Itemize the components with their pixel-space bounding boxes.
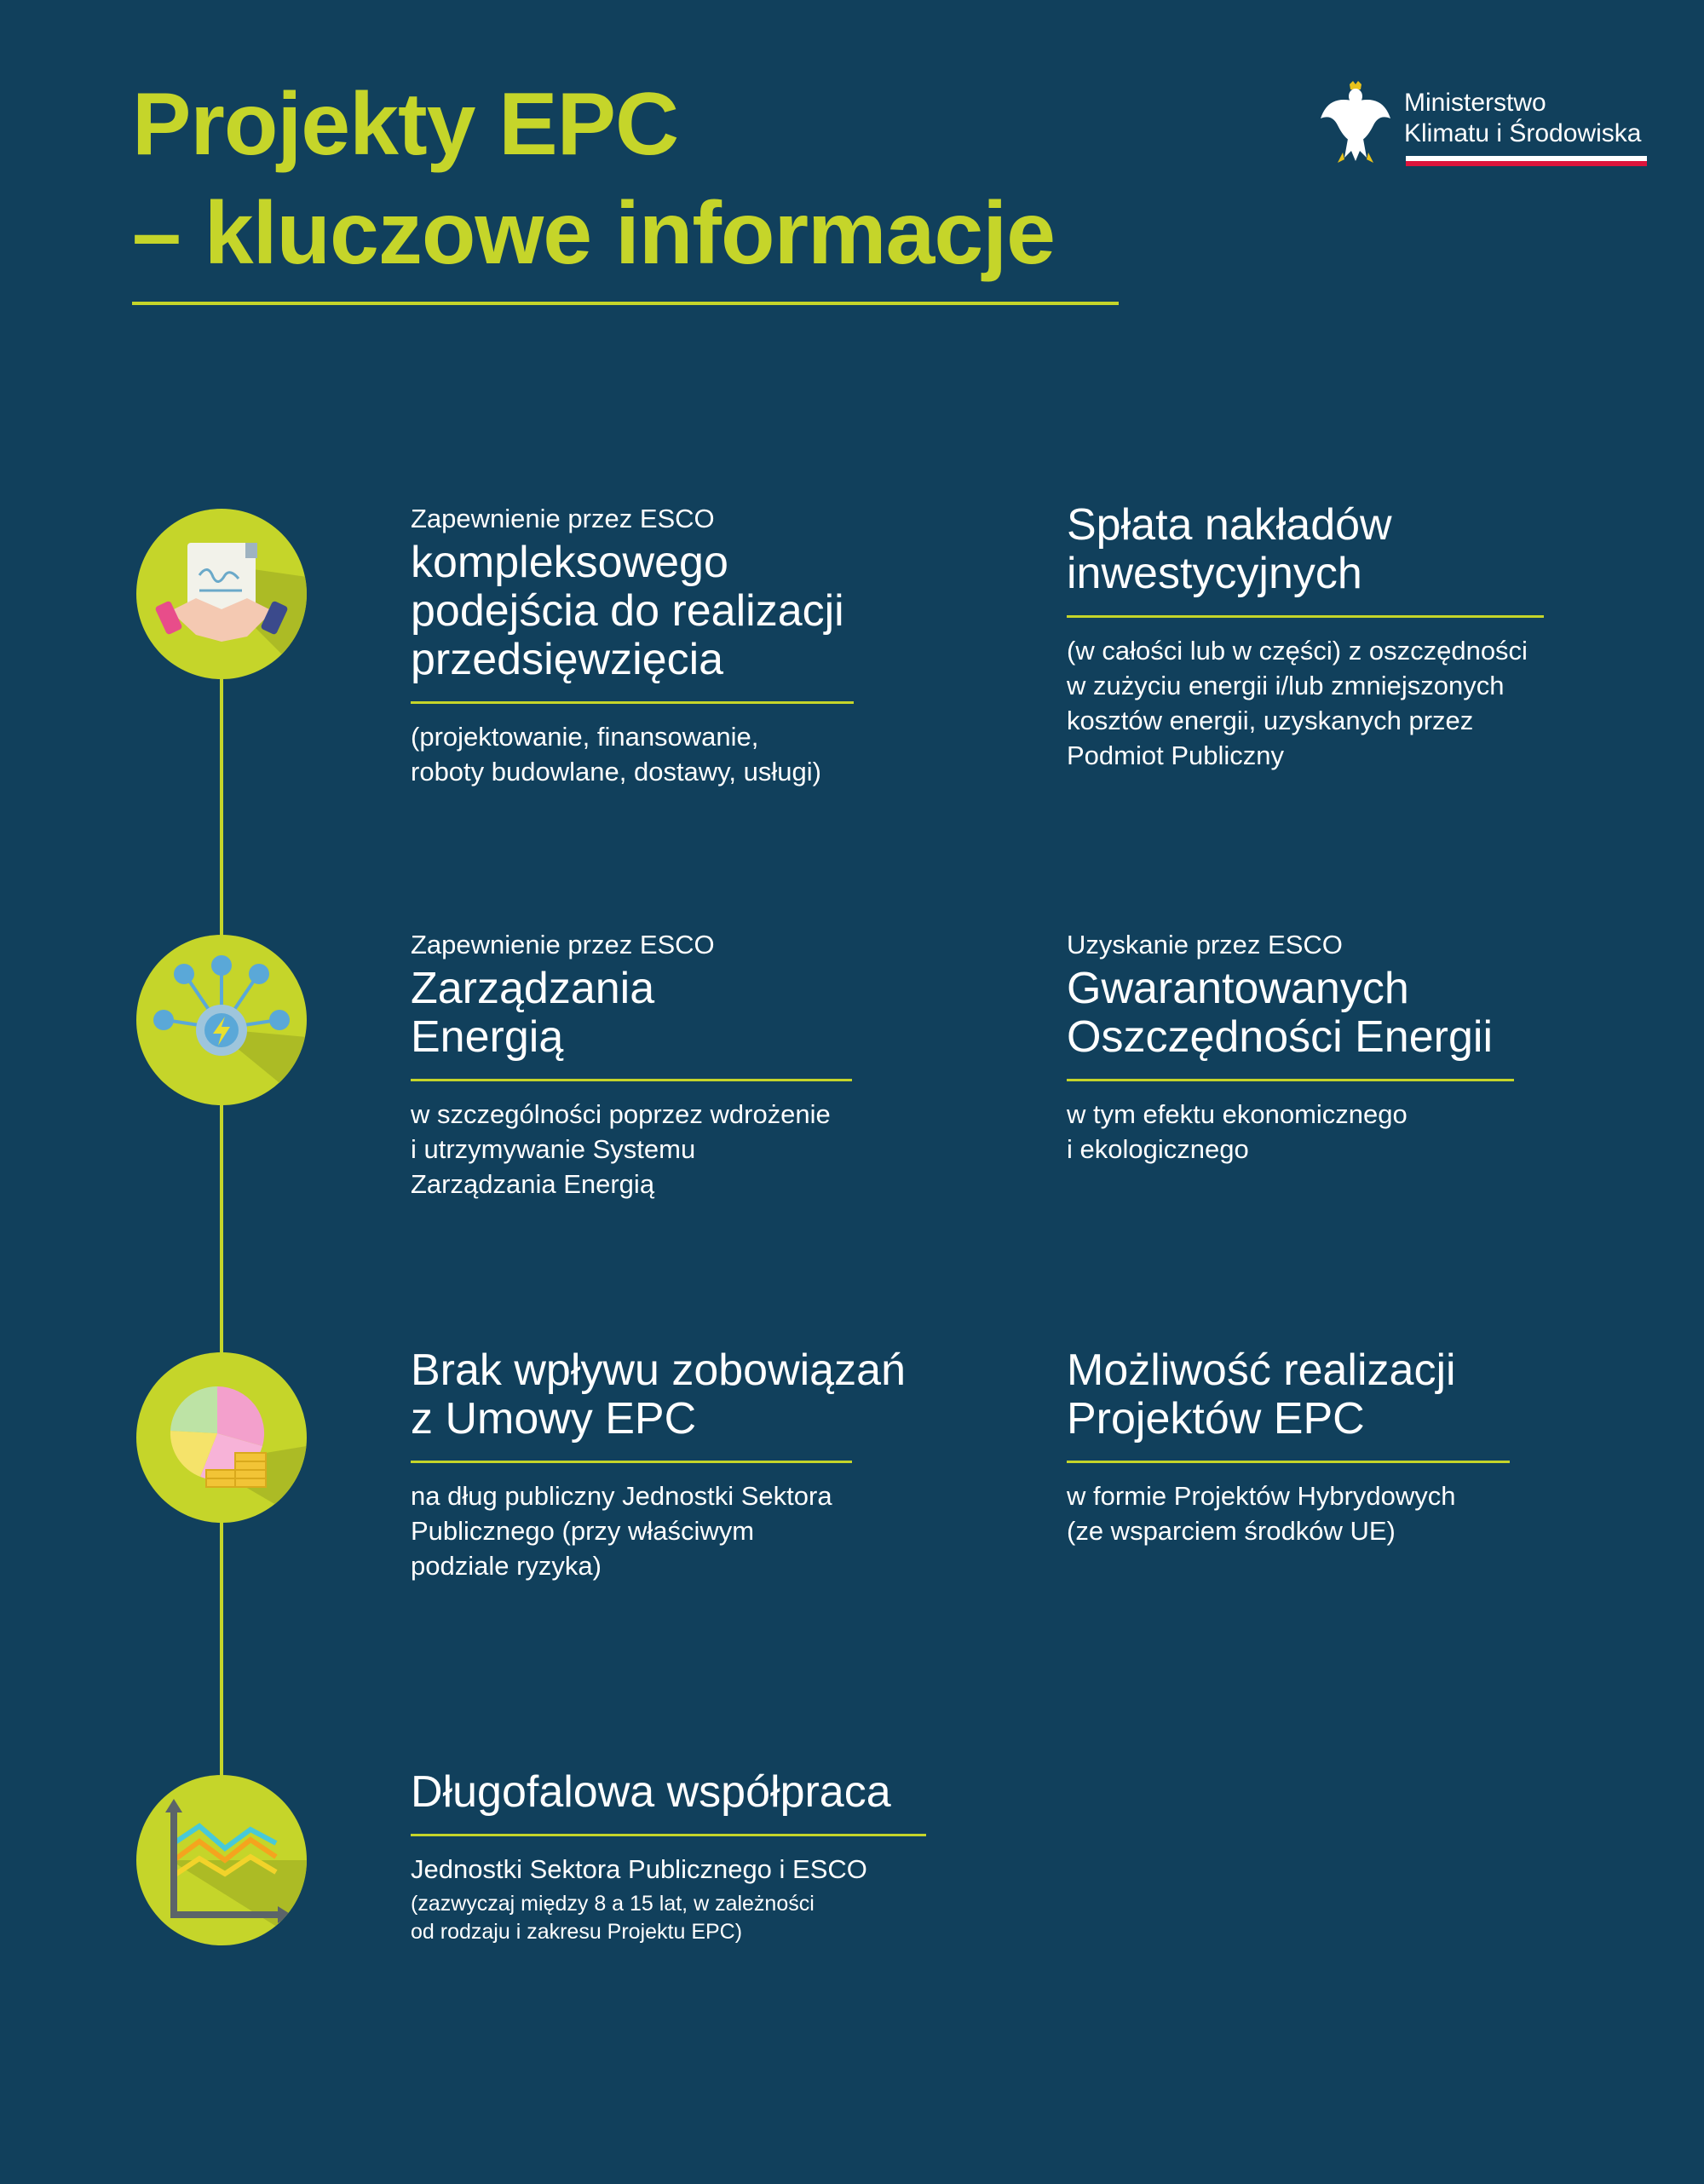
item-description-line-1: w formie Projektów Hybrydowych (1067, 1481, 1456, 1511)
ministry-name-line-2: Klimatu i Środowiska (1404, 119, 1642, 147)
item-divider (411, 1079, 852, 1081)
item-description (1067, 1478, 1510, 1548)
item-heading-line-1: Brak wpływu zobowiązań (411, 1346, 906, 1395)
item-description (411, 1097, 852, 1201)
item-description-line-1: (projektowanie, finansowanie, (411, 722, 759, 752)
item-divider (411, 1834, 926, 1836)
item-divider (1067, 1079, 1514, 1081)
item-pre-label: Uzyskanie przez ESCO (1067, 930, 1343, 959)
item-heading-line-1: Możliwość realizacji (1067, 1346, 1456, 1395)
polish-eagle-icon (1319, 81, 1392, 166)
item-heading (1067, 965, 1514, 1062)
item-heading (411, 965, 852, 1062)
item-description-line-2: i ekologicznego (1067, 1134, 1249, 1164)
title-divider (132, 302, 1119, 305)
timeline-line (220, 596, 223, 1875)
item-description (1067, 633, 1544, 773)
item-heading-line-2: z Umowy EPC (411, 1394, 697, 1444)
item-description-line-1: (w całości lub w części) z oszczędności (1067, 636, 1528, 666)
ministry-name-line-1: Ministerstwo (1404, 89, 1546, 117)
item-description (1067, 1097, 1514, 1167)
item-description-line-2: roboty budowlane, dostawy, usługi) (411, 757, 821, 787)
item-description-line-3: podziale ryzyka) (411, 1551, 602, 1581)
item-divider (1067, 615, 1544, 618)
item-heading (411, 1768, 926, 1817)
ministry-logo (1319, 81, 1647, 175)
item-divider (411, 1461, 852, 1463)
item-hybrid-projects (1067, 1346, 1510, 1548)
page-title-line-2: – kluczowe informacje (132, 184, 1055, 283)
item-description (411, 1478, 906, 1583)
item-pre-label: Zapewnienie przez ESCO (411, 930, 715, 959)
item-description-line-2: i utrzymywanie Systemu (411, 1134, 696, 1164)
item-description-line-3: kosztów energii, uzyskanych przez (1067, 706, 1474, 735)
page-title (132, 70, 1055, 288)
pie-chart-coins-icon (136, 1352, 307, 1523)
item-heading-line-1: kompleksowego (411, 538, 728, 587)
item-description-line-4: Podmiot Publiczny (1067, 740, 1285, 770)
item-description-line-2: Publicznego (przy właściwym (411, 1516, 755, 1546)
item-heading-line-1: Spłata nakładów (1067, 500, 1392, 550)
item-heading-line-1: Długofalowa współpraca (411, 1767, 891, 1817)
item-heading (411, 1346, 906, 1444)
item-public-debt (411, 1346, 906, 1583)
item-pre-label: Zapewnienie przez ESCO (411, 504, 715, 533)
item-description-line-2: (ze wsparciem środków UE) (1067, 1516, 1396, 1546)
item-description-line-1: Jednostki Sektora Publicznego i ESCO (411, 1854, 867, 1884)
item-heading-line-2: Projektów EPC (1067, 1394, 1365, 1444)
item-divider (411, 701, 854, 704)
item-heading (1067, 1346, 1510, 1444)
page-title-line-1: Projekty EPC (132, 75, 679, 174)
item-description-note-line-2: od rodzaju i zakresu Projektu EPC) (411, 1920, 743, 1944)
item-guaranteed-savings (1067, 929, 1514, 1167)
item-heading-line-2: Energią (411, 1012, 564, 1062)
item-heading-line-1: Zarządzania (411, 964, 655, 1013)
item-heading-line-1: Gwarantowanych (1067, 964, 1409, 1013)
item-description-line-1: w tym efektu ekonomicznego (1067, 1099, 1408, 1129)
item-description-line-1: na dług publiczny Jednostki Sektora (411, 1481, 832, 1511)
energy-gear-network-icon (136, 935, 307, 1105)
line-chart-icon (136, 1775, 307, 1945)
item-description-note (411, 1890, 926, 1946)
item-description-note-line-1: (zazwyczaj między 8 a 15 lat, w zależności (411, 1892, 815, 1916)
item-description (411, 1852, 926, 1887)
item-energy-management (411, 929, 852, 1201)
item-long-term-cooperation (411, 1768, 926, 1946)
item-heading-line-2: Oszczędności Energii (1067, 1012, 1493, 1062)
item-description-line-1: w szczególności poprzez wdrożenie (411, 1099, 831, 1129)
item-heading (1067, 501, 1544, 598)
item-heading-line-2: inwestycyjnych (1067, 549, 1362, 598)
item-divider (1067, 1461, 1510, 1463)
item-heading-line-3: przedsięwzięcia (411, 635, 724, 684)
flag-stripe-red (1406, 161, 1647, 166)
item-heading (411, 539, 854, 684)
item-description-line-3: Zarządzania Energią (411, 1169, 655, 1199)
item-description-line-2: w zużyciu energii i/lub zmniejszonych (1067, 671, 1505, 700)
handshake-contract-icon (136, 509, 307, 679)
item-comprehensive-approach (411, 503, 854, 789)
item-investment-repayment (1067, 501, 1544, 773)
item-heading-line-2: podejścia do realizacji (411, 586, 844, 636)
ministry-name (1404, 88, 1641, 149)
item-description (411, 719, 854, 789)
